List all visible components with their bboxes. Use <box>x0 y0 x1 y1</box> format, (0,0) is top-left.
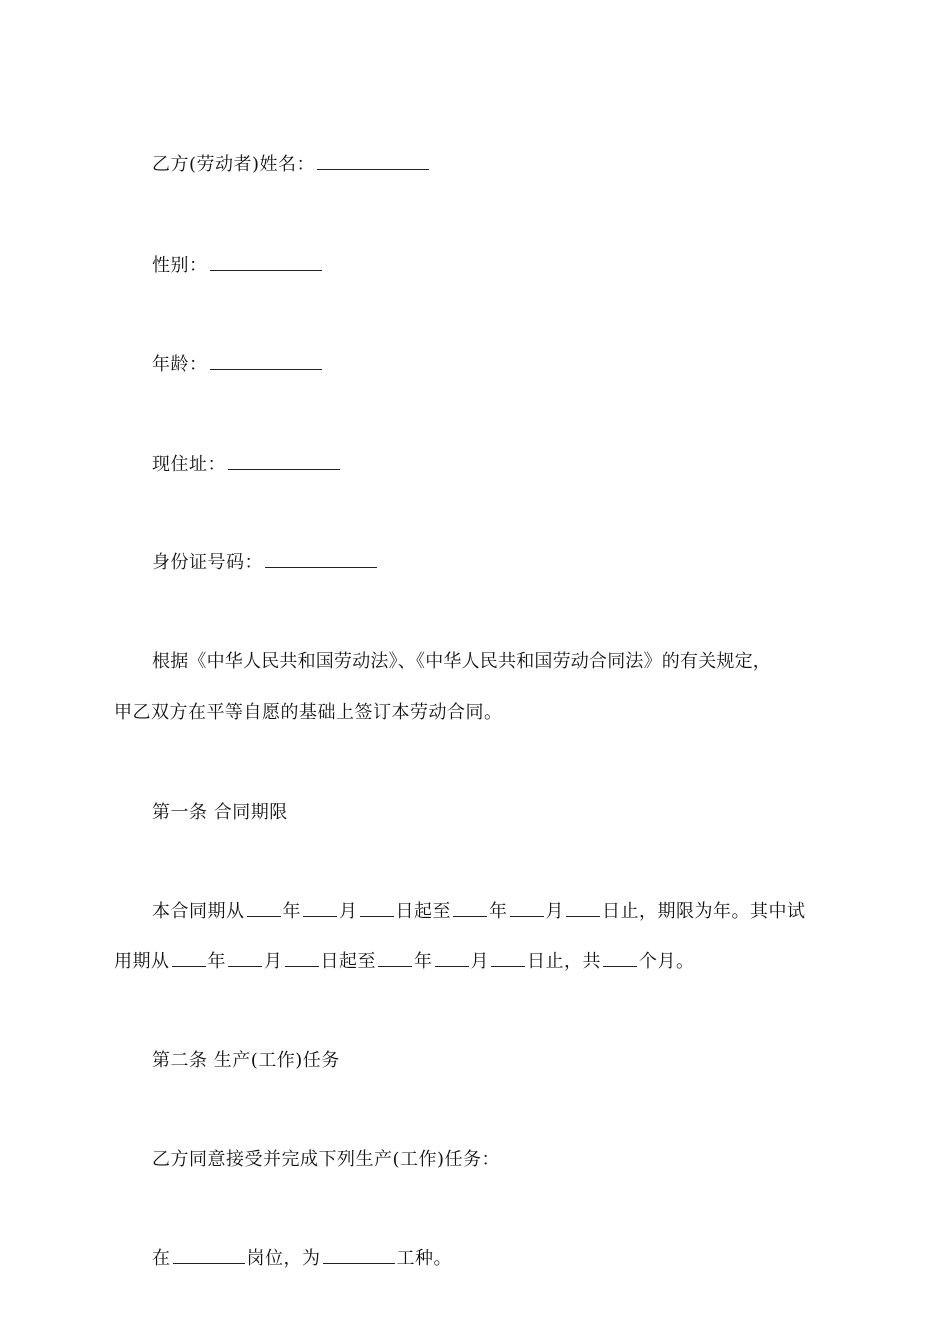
id-field-line <box>152 551 379 575</box>
start-month-blank[interactable] <box>303 900 337 917</box>
probation-start-day-blank[interactable] <box>285 950 319 967</box>
address-field-line <box>152 453 342 477</box>
job-type-blank[interactable] <box>323 1247 395 1264</box>
name-blank[interactable] <box>317 153 429 170</box>
probation-end-year-blank[interactable] <box>378 950 412 967</box>
gender-blank[interactable] <box>210 254 322 271</box>
month-label: 月 <box>264 951 283 972</box>
term-suffix: 日止，期限为年。其中试 <box>602 901 806 922</box>
end-year-blank[interactable] <box>453 900 487 917</box>
address-label: 现住址： <box>152 454 226 475</box>
position-prefix: 在 <box>152 1248 171 1269</box>
end-day-blank[interactable] <box>566 900 600 917</box>
day-label: 日起至 <box>320 951 376 972</box>
address-blank[interactable] <box>228 453 340 470</box>
position-blank[interactable] <box>173 1247 245 1264</box>
month-label: 月 <box>470 951 489 972</box>
id-blank[interactable] <box>265 551 377 568</box>
article2-position-line <box>152 1247 452 1271</box>
gender-label: 性别： <box>152 255 208 276</box>
year-label: 年 <box>414 951 433 972</box>
probation-months-blank[interactable] <box>603 950 637 967</box>
intro-line-1: 根据《中华人民共和国劳动法》、《中华人民共和国劳动合同法》的有关规定， <box>152 651 771 672</box>
id-label: 身份证号码： <box>152 552 263 573</box>
month-label: 月 <box>339 901 358 922</box>
start-day-blank[interactable] <box>360 900 394 917</box>
position-suffix: 工种。 <box>396 1248 452 1269</box>
start-year-blank[interactable] <box>247 900 281 917</box>
probation-suffix: 个月。 <box>639 951 695 972</box>
name-label: 乙方(劳动者)姓名： <box>152 154 316 175</box>
probation-end-day-blank[interactable] <box>491 950 525 967</box>
article1-term-line-2 <box>114 950 695 974</box>
intro-line-2: 甲乙双方在平等自愿的基础上签订本劳动合同。 <box>114 702 503 723</box>
end-month-blank[interactable] <box>510 900 544 917</box>
probation-start-year-blank[interactable] <box>172 950 206 967</box>
article2-task-line: 乙方同意接受并完成下列生产(工作)任务： <box>152 1149 501 1170</box>
year-label: 年 <box>489 901 508 922</box>
gender-field-line <box>152 254 324 278</box>
probation-start-month-blank[interactable] <box>228 950 262 967</box>
article1-term-line-1 <box>152 900 806 924</box>
year-label: 年 <box>282 901 301 922</box>
position-mid: 岗位，为 <box>246 1248 321 1269</box>
day-label: 日起至 <box>395 901 451 922</box>
age-field-line <box>152 353 324 377</box>
article1-heading: 第一条 合同期限 <box>152 802 288 823</box>
age-label: 年龄： <box>152 354 208 375</box>
name-field-line <box>152 153 431 177</box>
article2-heading: 第二条 生产(工作)任务 <box>152 1050 340 1071</box>
month-label: 月 <box>545 901 564 922</box>
probation-total-label: 日止，共 <box>527 951 601 972</box>
year-label: 年 <box>207 951 226 972</box>
probation-end-month-blank[interactable] <box>435 950 469 967</box>
probation-prefix: 用期从 <box>114 951 170 972</box>
term-prefix: 本合同期从 <box>152 901 245 922</box>
age-blank[interactable] <box>210 353 322 370</box>
